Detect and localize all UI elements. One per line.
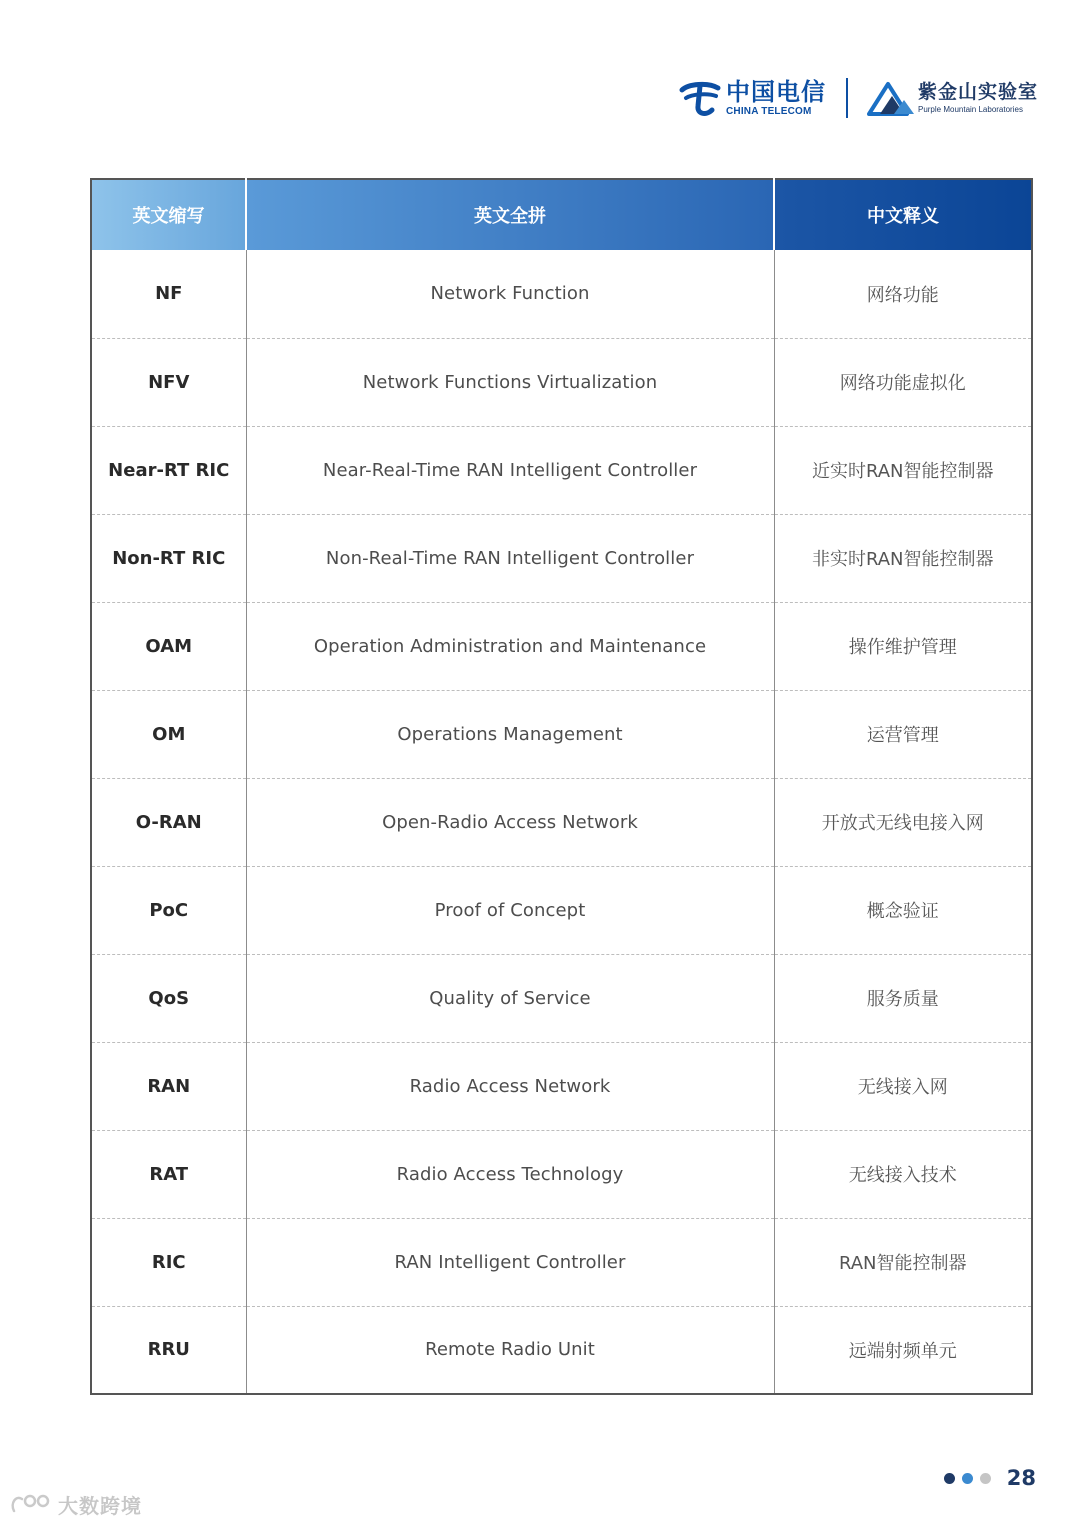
full-name-cell: Operation Administration and Maintenance — [246, 602, 774, 690]
china-telecom-logo-icon — [678, 76, 722, 120]
full-name-cell: Non-Real-Time RAN Intelligent Controller — [246, 514, 774, 602]
table-row — [91, 1042, 1032, 1130]
table-row — [91, 690, 1032, 778]
full-name-cell: Open-Radio Access Network — [246, 778, 774, 866]
full-name-cell: RAN Intelligent Controller — [246, 1218, 774, 1306]
table-row — [91, 338, 1032, 426]
pager-dot-icon — [980, 1473, 991, 1484]
full-name-cell: Radio Access Network — [246, 1042, 774, 1130]
full-name-cell: Quality of Service — [246, 954, 774, 1042]
purple-mountain-logo — [866, 78, 1038, 118]
full-name-cell: Operations Management — [246, 690, 774, 778]
chinese-meaning-cell: 网络功能 — [866, 284, 939, 306]
full-name-cell: Near-Real-Time RAN Intelligent Controller — [246, 426, 774, 514]
watermark-logo-icon — [8, 1489, 54, 1519]
pager-dot-icon — [944, 1473, 955, 1484]
china-telecom-en-name: CHINA TELECOM — [725, 105, 812, 117]
chinese-meaning-cell: 非实时RAN智能控制器 — [774, 514, 1032, 602]
chinese-meaning-cell: 开放式无线电接入网 — [774, 778, 1032, 866]
chinese-meaning-cell: 网络功能虚拟化 — [774, 338, 1032, 426]
watermark-text: 大数跨境 — [58, 1493, 142, 1518]
chinese-meaning-cell: 运营管理 — [774, 690, 1032, 778]
abbreviation-cell: QoS — [91, 954, 246, 1042]
abbreviation-cell: RIC — [91, 1218, 246, 1306]
column-header-abbreviation: 英文缩写 — [91, 179, 246, 250]
chinese-meaning-cell: 远端射频单元 — [774, 1306, 1032, 1394]
abbreviation-cell: OM — [91, 690, 246, 778]
purple-mountain-cn-name: 紫金山实验室 — [917, 80, 1038, 103]
table-row — [91, 1306, 1032, 1394]
table-row — [91, 954, 1032, 1042]
chinese-meaning-cell: 操作维护管理 — [774, 602, 1032, 690]
chinese-meaning-cell: 概念验证 — [774, 866, 1032, 954]
pager-dot-icon — [962, 1473, 973, 1484]
full-name-cell: Network Functions Virtualization — [246, 338, 774, 426]
abbreviation-cell: RRU — [91, 1306, 246, 1394]
chinese-meaning-cell: 近实时RAN智能控制器 — [774, 426, 1032, 514]
abbreviation-cell: NF — [91, 250, 246, 338]
abbreviation-cell: O-RAN — [91, 778, 246, 866]
chinese-meaning-cell: RAN智能控制器 — [774, 1218, 1032, 1306]
table-row — [91, 250, 1032, 338]
china-telecom-cn-name: 中国电信 — [725, 76, 826, 106]
table-row — [91, 426, 1032, 514]
abbreviation-table — [90, 178, 1033, 1395]
full-name-cell: Proof of Concept — [246, 866, 774, 954]
purple-mountain-en-name: Purple Mountain Laboratories — [917, 104, 1023, 114]
chinese-meaning-cell: 无线接入技术 — [774, 1130, 1032, 1218]
header — [678, 70, 1038, 126]
abbreviation-cell: Near-RT RIC — [91, 426, 246, 514]
abbreviation-cell: Non-RT RIC — [91, 514, 246, 602]
table-row — [91, 514, 1032, 602]
table-row — [91, 1130, 1032, 1218]
mountain-logo-icon — [866, 78, 916, 118]
watermark — [8, 1489, 142, 1519]
full-name-cell: Network Function — [246, 250, 774, 338]
column-header-full-name: 英文全拼 — [246, 179, 774, 250]
abbreviation-cell: RAT — [91, 1130, 246, 1218]
page-indicator — [944, 1466, 1036, 1490]
chinese-meaning-cell: 服务质量 — [774, 954, 1032, 1042]
china-telecom-logo — [678, 76, 826, 120]
table-row — [91, 602, 1032, 690]
page-number: 28 — [1006, 1466, 1036, 1490]
chinese-meaning-cell: 无线接入网 — [774, 1042, 1032, 1130]
table-header-row — [91, 179, 1032, 250]
logo-divider — [846, 78, 848, 118]
abbreviation-cell: PoC — [91, 866, 246, 954]
abbreviation-cell: RAN — [91, 1042, 246, 1130]
full-name-cell: Remote Radio Unit — [246, 1306, 774, 1394]
table-row — [91, 866, 1032, 954]
table-row — [91, 778, 1032, 866]
column-header-chinese-meaning: 中文释义 — [774, 179, 1032, 250]
abbreviation-cell: NFV — [91, 338, 246, 426]
abbreviation-cell: OAM — [91, 602, 246, 690]
full-name-cell: Radio Access Technology — [246, 1130, 774, 1218]
table-row — [91, 1218, 1032, 1306]
